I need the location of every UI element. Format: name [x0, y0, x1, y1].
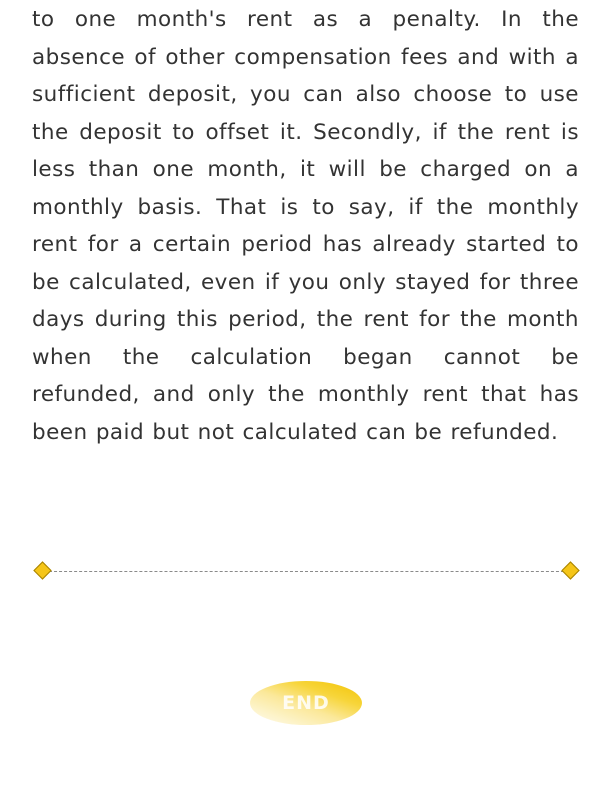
article-paragraph: to one month's rent as a penalty. In the absence of other compensation fees and with a sufficient deposit, you can also choose to use the deposit to offset it. Secondly, if the rent is less than one month, it will be charged on a monthly basis. That is to say, if the monthly rent for a certain period has already started to be calculated, even if you only stayed for three days during this period, the rent for the month when the calculation began cannot be refunded, and only the monthly rent that has been paid but not calculated can be refunded.	[32, 7, 579, 445]
diamond-icon	[33, 561, 51, 579]
dashed-rule	[44, 571, 569, 572]
section-divider	[34, 561, 579, 583]
article-body	[32, 1, 579, 451]
diamond-icon	[561, 561, 579, 579]
end-badge-label: END	[282, 692, 330, 714]
end-badge	[250, 681, 362, 725]
